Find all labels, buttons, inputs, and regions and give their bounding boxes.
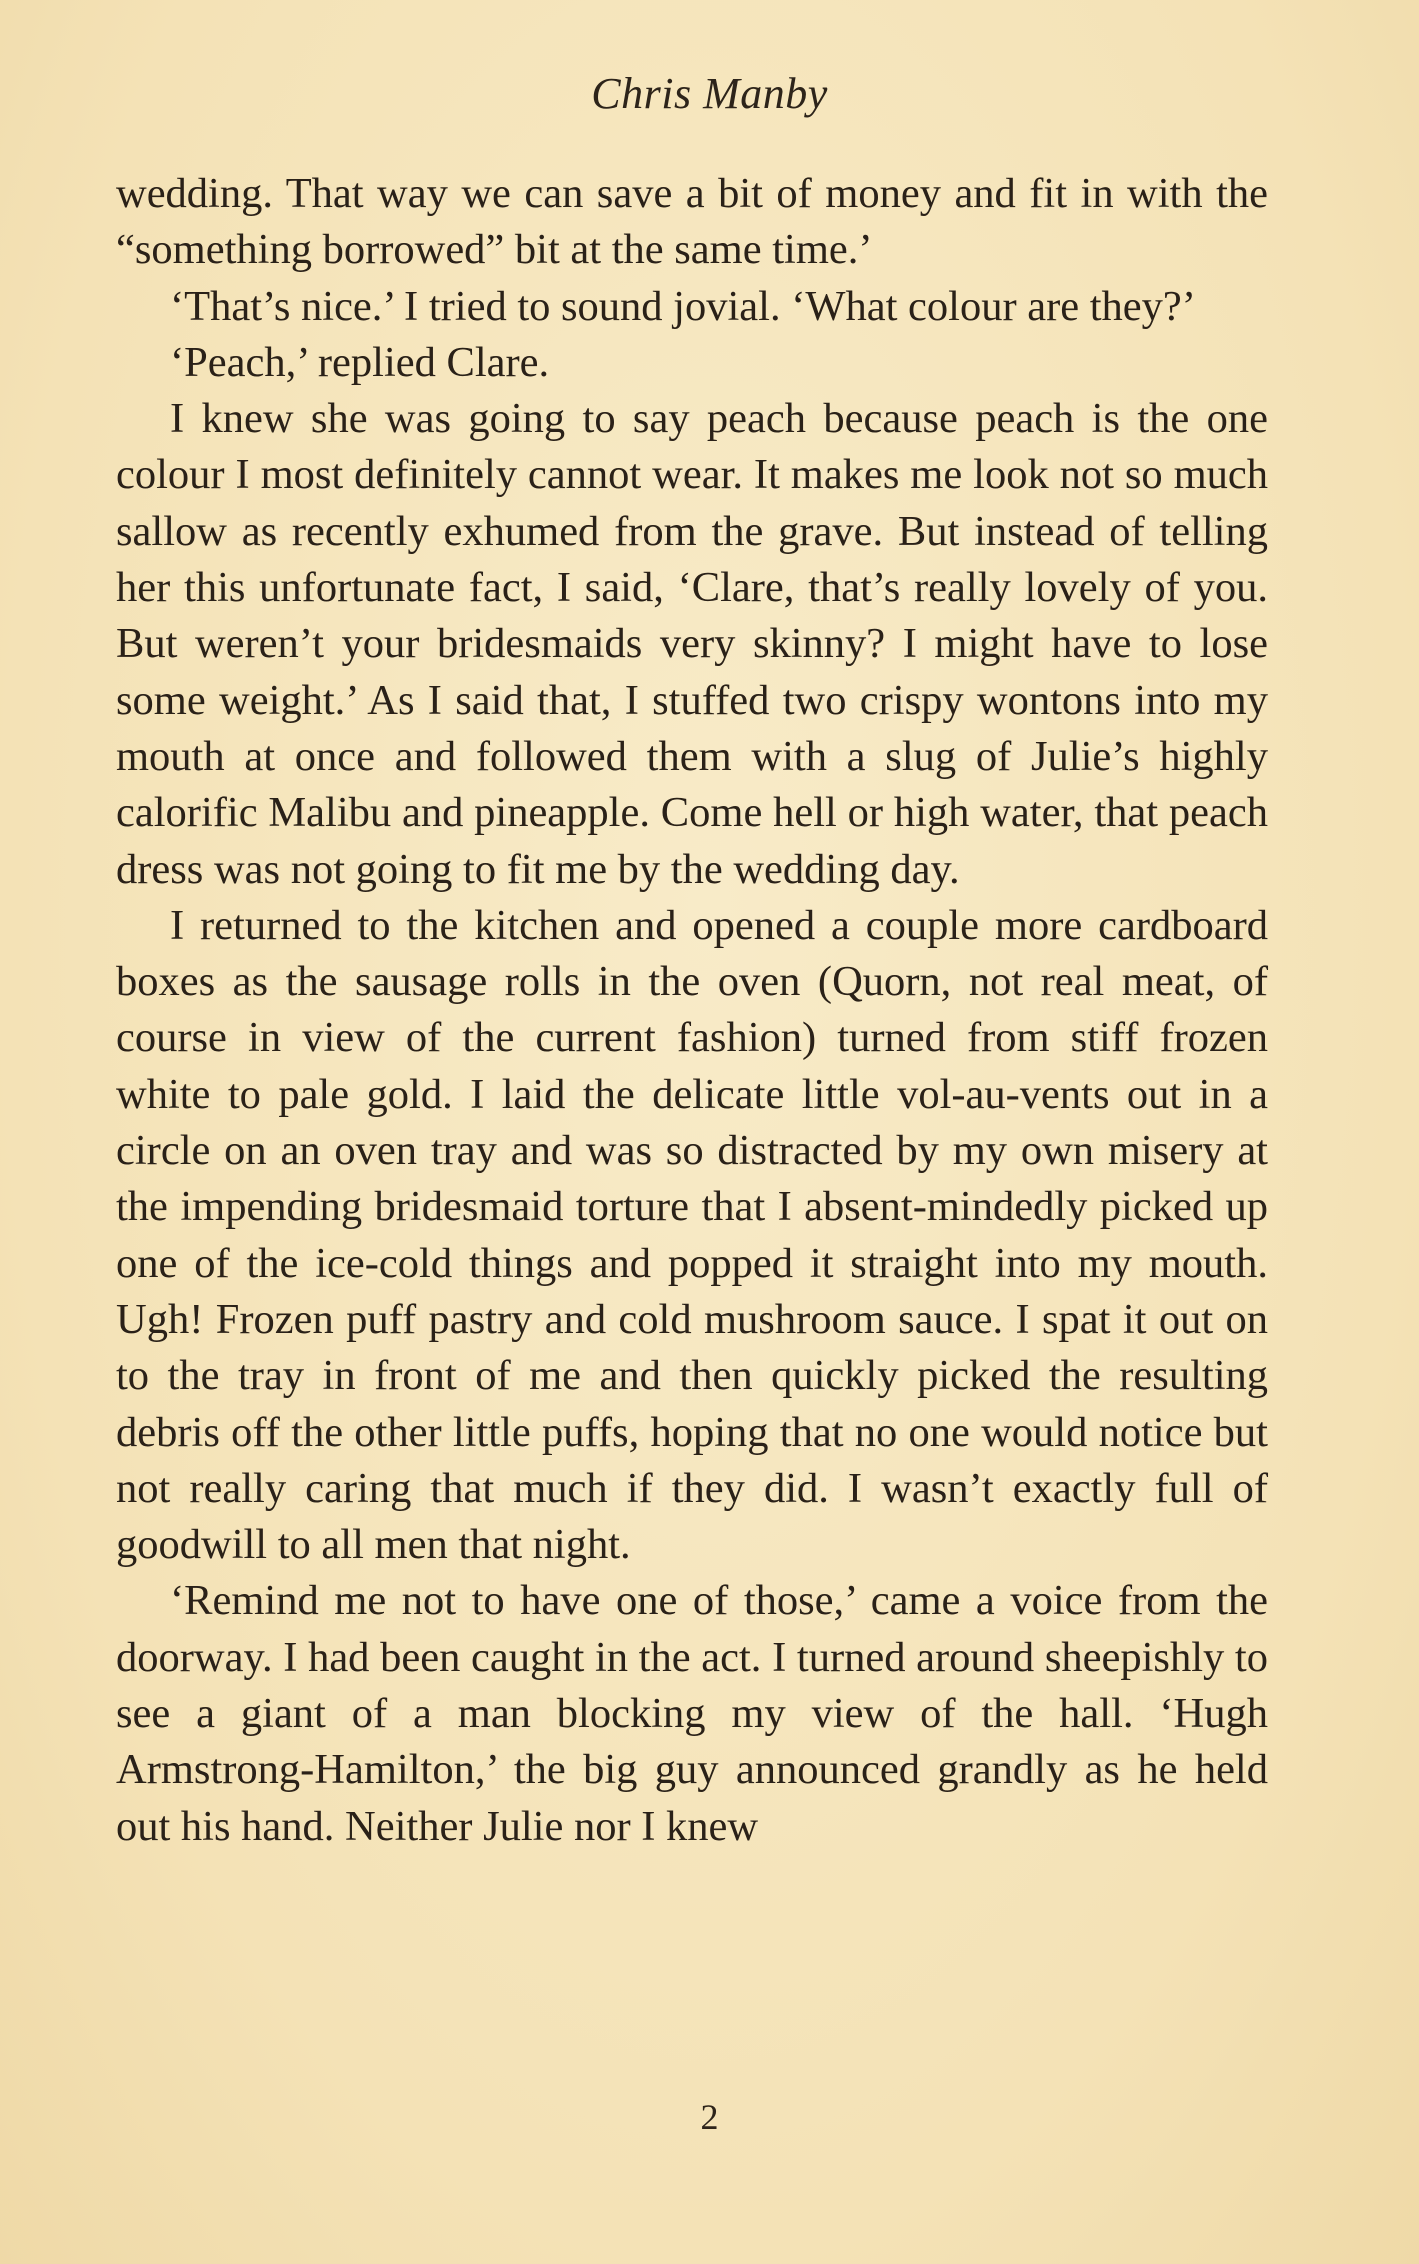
page-number: 2 — [700, 2097, 719, 2137]
body-text — [116, 166, 1268, 1855]
paragraph: ‘Peach,’ replied Clare. — [170, 338, 550, 386]
paragraph-continued: wedding. That way we can save a bit of money and fit in with the “something borrowed” bit at the same time.’ — [116, 170, 1268, 274]
paragraph: ‘Remind me not to have one of those,’ came a voice from the doorway. I had been caught in the act. I turned around sheepishly to see a giant of a man blocking my view of the hall. ‘Hugh Armstrong-Hamilton,’ the big guy announced grandly as he held out his hand. Neither Julie nor I knew — [116, 1577, 1268, 1850]
paragraph: I knew she was going to say peach because peach is the one colour I most definitely cannot wear. It makes me look not so much sallow as recently exhumed from the grave. But instead of telling her this unfortunate fact, I said, ‘Clare, that’s really lovely of you. But weren’t your bridesmaids very skinny? I might have to lose some weight.’ As I said that, I stuffed two crispy wontons into my mouth at once and followed them with a slug of Julie’s highly calorific Malibu and pineapple. Come hell or high water, that peach dress was not going to fit me by the wedding day. — [116, 395, 1268, 893]
paragraph: I returned to the kitchen and opened a couple more cardboard boxes as the sausage rolls in the oven (Quorn, not real meat, of course in view of the current fashion) turned from stiff frozen white to pale gold. I laid the delicate little vol-au-vents out in a circle on an oven tray and was so distracted by my own misery at the impending bridesmaid torture that I absent-mindedly picked up one of the ice-cold things and popped it straight into my mouth. Ugh! Frozen puff pastry and cold mushroom sauce. I spat it out on to the tray in front of me and then quickly picked the resulting debris off the other little puffs, hoping that no one would notice but not really caring that much if they did. I wasn’t exactly full of goodwill to all men that night. — [116, 901, 1268, 1569]
running-head: Chris Manby — [591, 69, 828, 118]
paragraph: ‘That’s nice.’ I tried to sound jovial. ‘What colour are they?’ — [170, 282, 1196, 330]
